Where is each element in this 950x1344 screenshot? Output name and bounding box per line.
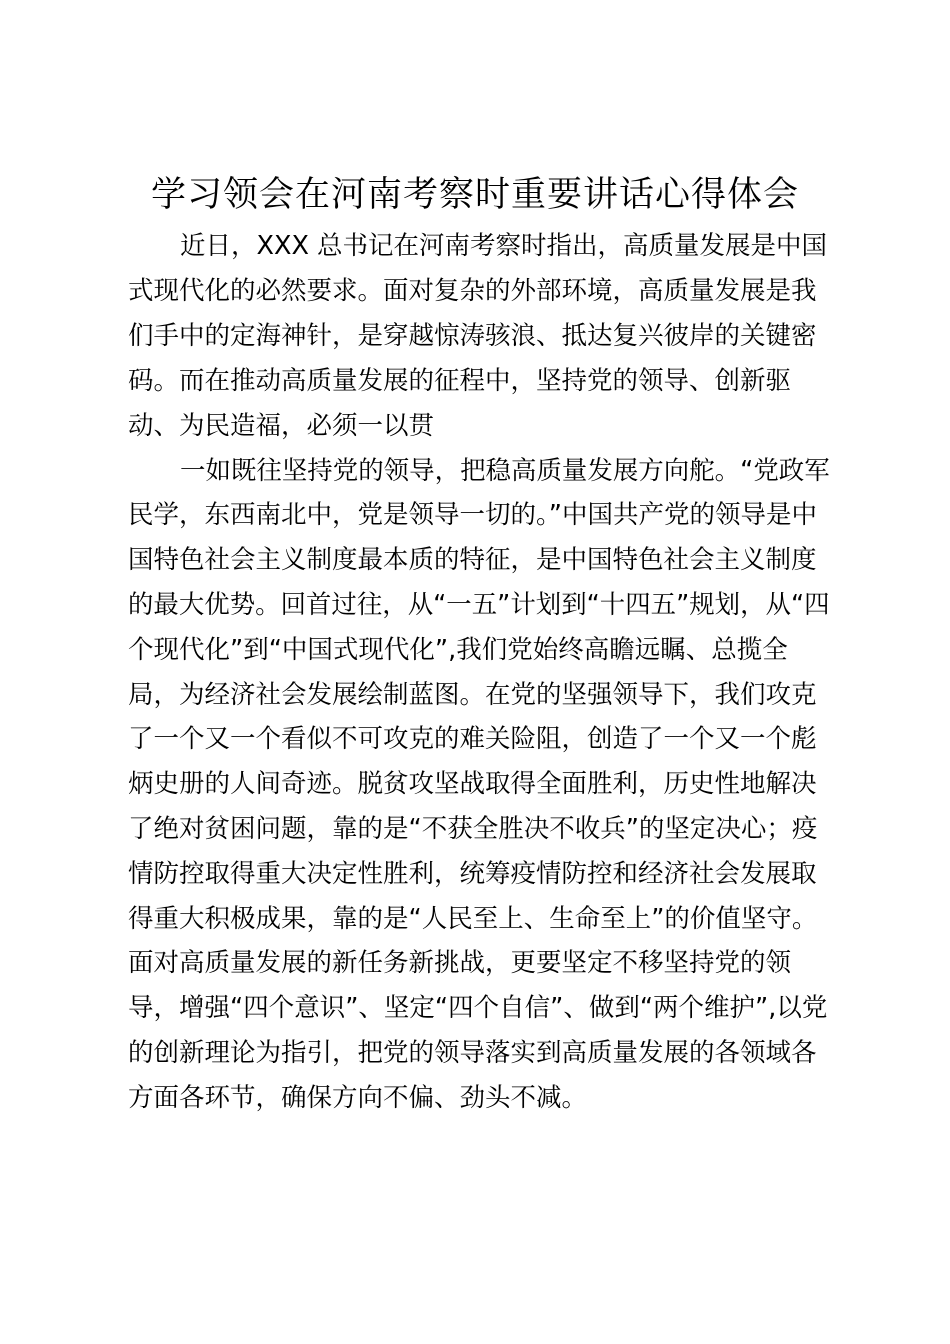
paragraph-line: 面对高质量发展的新任务新挑战，更要坚定不移坚持党的领 (128, 948, 792, 978)
paragraph-line: 民学，东西南北中，党是领导一切的。”中国共产党的领导是中 (128, 500, 817, 530)
paragraph-line: 码。而在推动高质量发展的征程中，坚持党的领导、创新驱 (128, 366, 792, 396)
paragraph-line: 个现代化”到“中国式现代化”,我们党始终高瞻远瞩、总揽全 (128, 635, 788, 665)
paragraph-line: 了绝对贫困问题，靠的是“不获全胜决不收兵”的坚定决心；疫 (128, 814, 818, 844)
paragraph-line: 局，为经济社会发展绘制蓝图。在党的坚强领导下，我们攻克 (128, 680, 817, 710)
paragraph-line: 导，增强“四个意识”、坚定“四个自信”、做到“两个维护”,以党 (128, 993, 828, 1023)
paragraph-line: 的创新理论为指引，把党的领导落实到高质量发展的各领域各 (128, 1038, 817, 1068)
paragraph-line: 炳史册的人间奇迹。脱贫攻坚战取得全面胜利，历史性地解决 (128, 769, 817, 799)
document-title: 学习领会在河南考察时重要讲话心得体会 (150, 175, 799, 215)
paragraph-line: 了一个又一个看似不可攻克的难关险阻，创造了一个又一个彪 (128, 724, 817, 754)
paragraph-line: 得重大积极成果，靠的是“人民至上、生命至上”的价值坚守。 (128, 904, 818, 934)
paragraph-line: 动、为民造福，必须一以贯 (128, 411, 435, 441)
paragraph-line: 近日，XXX 总书记在河南考察时指出，高质量发展是中国 (180, 231, 828, 261)
paragraph-line: 们手中的定海神针，是穿越惊涛骇浪、抵达复兴彼岸的关键密 (128, 321, 817, 351)
paragraph-line: 一如既往坚持党的领导，把稳高质量发展方向舵。“党政军 (180, 456, 830, 486)
paragraph-line: 情防控取得重大决定性胜利，统筹疫情防控和经济社会发展取 (128, 859, 817, 889)
paragraph-line: 方面各环节，确保方向不偏、劲头不减。 (128, 1083, 588, 1113)
paragraph-line: 式现代化的必然要求。面对复杂的外部环境，高质量发展是我 (128, 276, 817, 306)
paragraph-line: 的最大优势。回首过往，从“一五”计划到“十四五”规划，从“四 (128, 590, 830, 620)
paragraph-line: 国特色社会主义制度最本质的特征，是中国特色社会主义制度 (128, 545, 817, 575)
